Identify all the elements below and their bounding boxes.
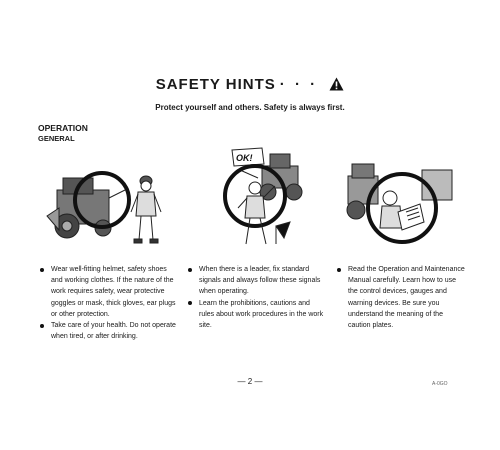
warning-triangle-icon bbox=[329, 77, 344, 95]
section-subtitle: GENERAL bbox=[38, 134, 75, 143]
list-item: Wear well-fitting helmet, safety shoes and working clothes. If the nature of the work requires safety, wear protective goggles or mask, thick gloves, ear plugs or other protection. bbox=[38, 264, 176, 320]
section-title: OPERATION bbox=[38, 123, 88, 133]
column-2 bbox=[186, 264, 326, 331]
document-code: A-0GO bbox=[432, 381, 448, 387]
list-item: Take care of your health. Do not operate when tired, or after drinking. bbox=[38, 320, 176, 342]
list-item: Learn the prohibitions, cautions and rules about work procedures in the work site. bbox=[186, 298, 326, 332]
title-text: SAFETY HINTS bbox=[155, 76, 276, 93]
column-1 bbox=[38, 264, 176, 342]
page-number: — 2 — bbox=[237, 377, 263, 386]
list-item: Read the Operation and Maintenance Manual carefully. Learn how to use the control devices, gauges and warning devices. Be sure you understand the meaning of the caution plates. bbox=[335, 264, 467, 331]
ok-sign-text: OK! bbox=[236, 153, 253, 163]
illustration-protective-gear bbox=[45, 168, 175, 248]
list-item: When there is a leader, fix standard signals and always follow these signals when operating. bbox=[186, 264, 326, 298]
column-3 bbox=[335, 264, 467, 331]
title-dots: · · · bbox=[279, 76, 319, 93]
page-title bbox=[0, 76, 500, 95]
illustration-reading-manual bbox=[342, 160, 460, 250]
tagline: Protect yourself and others. Safety is always first. bbox=[155, 103, 345, 112]
illustration-signalman bbox=[180, 146, 320, 250]
